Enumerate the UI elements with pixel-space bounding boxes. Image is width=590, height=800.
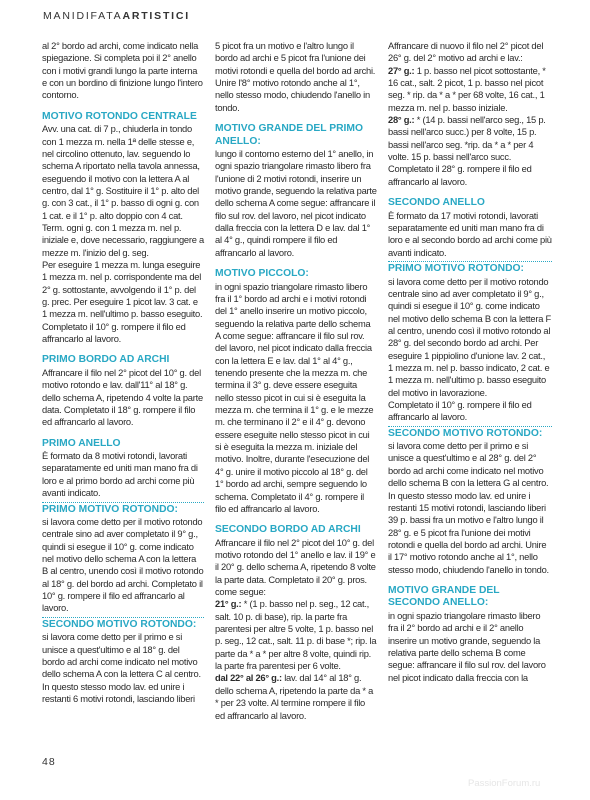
body-paragraph: Avv. una cat. di 7 p., chiuderla in tondo con 1 mezza m. nella 1ª delle stesse e, nel circolino ottenuto, lav. seguendo lo schema A riportato nella tavola annessa, eseguendo il motivo con la lettera A al centro, dal 1° g. Sostituire il 1° p. alto del g. con 3 cat., il 1° p. basso di ogni g. con 1 cat. e il 1° p. alto doppio con 4 cat. Term. ogni g. con 1 mezza m. nel p. iniziale e, dove necessario, raggiungere a mezze m. l'inizio del g. seg. xyxy=(42,124,204,258)
body-paragraph: Affrancare di nuovo il filo nel 2° picot del 26° g. del 2° motivo ad archi e lav.: xyxy=(388,41,544,64)
watermark: PassionForum.ru xyxy=(468,778,541,789)
section-heading: PRIMO MOTIVO ROTONDO: xyxy=(42,503,178,515)
section-divider xyxy=(388,261,552,262)
body-paragraph: si lavora come detto per il motivo rotondo centrale sino ad aver completato il 9° g., quindi si esegue il 10° g. come indicato nel motivo dello schema A con la lettera B al centro, unendo così il motivo rotondo al 18° g. del bordo ad archi. Completato il 10° g. rompere il filo ed affrancarlo al lavoro. xyxy=(42,517,204,614)
section-heading: PRIMO MOTIVO ROTONDO: xyxy=(388,263,524,274)
text-column-2 xyxy=(215,40,377,722)
body-paragraph: Completato il 10° g. rompere il filo ed affrancarlo al lavoro. xyxy=(42,321,186,345)
round-text: lav. dal 14° al 18° g. dello schema A, ripetendo la parte da * a * per 23 volte. Al termine rompere il filo ed affrancarlo al lavoro. xyxy=(215,673,374,721)
section-heading: MOTIVO ROTONDO CENTRALE xyxy=(42,110,197,122)
body-paragraph: È formato da 8 motivi rotondi, lavorati separatamente ed uniti man mano fra di loro e al primo bordo ad archi come più avanti indicato. xyxy=(42,451,198,499)
section-heading: MOTIVO PICCOLO: xyxy=(215,268,309,280)
section-heading: MOTIVO GRANDE DEL PRIMO ANELLO: xyxy=(215,123,363,147)
body-paragraph: Completato il 10° g. rompere il filo ed affrancarlo al lavoro. xyxy=(388,399,532,423)
body-paragraph: Completato il 28° g. rompere il filo ed affrancarlo al lavoro. xyxy=(388,164,532,187)
section-heading: SECONDO MOTIVO ROTONDO: xyxy=(42,618,197,630)
round-text: 1 p. basso nel picot sottostante, * 16 cat., salt. 2 picot, 1 p. basso nel picot seg. * rip. da * a * per 68 volte, 16 cat., 1 mezza m. nel p. basso iniziale. xyxy=(388,65,546,113)
round-instruction xyxy=(388,65,552,114)
round-instruction xyxy=(215,672,377,721)
round-instruction xyxy=(215,598,377,672)
section-divider xyxy=(42,502,204,503)
page-number: 48 xyxy=(42,756,56,768)
body-paragraph: Affrancare il filo nel 2° picot del 10° g. del motivo rotondo e lav. dall'11° al 18° g. dello schema A, ripetendo 4 volte la parte data. Completato il 18° g. rompere il filo ed affrancarlo al lavoro. xyxy=(42,367,203,428)
body-paragraph: 5 picot fra un motivo e l'altro lungo il bordo ad archi e 5 picot fra l'unione dei motivi rotondi e quella del bordo ad archi. Unire l'8° motivo rotondo anche al 1°, nello stesso modo, chiudendo l'anello in tondo. xyxy=(215,41,376,113)
brand-part-a: MANIDIFATA xyxy=(43,10,123,22)
text-column-1 xyxy=(42,40,204,705)
body-paragraph: si lavora come detto per il primo e si unisce a quest'ultimo e al 18° g. del bordo ad archi come indicato nel motivo dello schema A con la lettera C al centro. xyxy=(42,632,201,680)
round-text: * (1 p. basso nel p. seg., 12 cat., salt. 10 p. di base), rip. la parte fra parentesi per altre 5 volte, 1 p. basso nel p. seg., 12 cat., salt. 11 p. di base *; rip. la parte da * a * per altre 8 volte, quindi rip. la parte fra parentesi per 6 volte. xyxy=(215,599,377,672)
round-text: * (14 p. bassi nell'arco seg., 15 p. bassi nell'arco succ.) per 8 volte, 15 p. bassi nell'arco seg. *rip. da * a * per 4 volte. 15 p. bassi nell'arco succ. xyxy=(388,115,546,163)
section-heading: PRIMO BORDO AD ARCHI xyxy=(42,354,170,366)
body-paragraph: Per eseguire 1 mezza m. lunga eseguire 1 mezza m. nel p. corrispondente ma del 2° g. sottostante, avvolgendo il 1° p. del g. prec. Per eseguire 1 picot lav. 3 cat. e 1 mezza m. nell'ultimo p. basso eseguito. xyxy=(42,260,203,320)
body-paragraph: in ogni spazio triangolare rimasto libero fra il 2° bordo ad archi e il 2° anello inserire un motivo grande, seguendo la relativa parte dello schema B come segue: affrancare il filo sul rov. del lavoro nel picot indicato dalla freccia con la xyxy=(388,610,546,683)
section-divider xyxy=(388,426,552,427)
section-heading: SECONDO ANELLO xyxy=(388,197,485,209)
body-paragraph: Affrancare il filo nel 2° picot del 10° g. del motivo rotondo del 1° anello e lav. il 19° e il 20° g. dello schema A, ripetendo 8 volte la parte data. Completato il 20° g. pros. come segue: xyxy=(215,537,376,598)
body-paragraph: È formato da 17 motivi rotondi, lavorati separatamente ed uniti man mano fra di loro e al secondo bordo ad archi come più avanti indicato. xyxy=(388,210,552,258)
round-label: 21° g.: xyxy=(215,599,242,610)
section-heading: SECONDO BORDO AD ARCHI xyxy=(215,524,361,536)
round-instruction xyxy=(388,114,552,163)
magazine-header xyxy=(43,10,190,22)
brand-part-b: ARTISTICI xyxy=(122,10,190,22)
body-paragraph: in ogni spazio triangolare rimasto libero fra il 1° bordo ad archi e i motivi rotondi del 1° anello inserire un motivo piccolo, seguendo la relativa parte dello schema A come segue: affrancare il filo sul rov. del lavoro, nel picot indicato dalla freccia con la lettera E e lav. dal 1° al 4° g., tenendo presente che la mezza m. che termina il 3° g. deve essere eseguita nello stesso picot in cui si è eseguita la mezza m. che termina il 1° g. e le mezze m. che terminano il 2° e il 4° g. devono essere eseguite nello stesso picot in cui si è eseguita la mezza m. iniziale del motivo. Inoltre, durante l'esecuzione del 4° g. unire il motivo piccolo al 18° g. del 1° bordo ad archi, sempre seguendo lo schema. Completato il 4° g. rompere il filo ed affrancarlo al lavoro. xyxy=(215,281,374,514)
section-heading: PRIMO ANELLO xyxy=(42,437,121,449)
body-paragraph: In questo stesso modo lav. ed unire i restanti 15 motivi rotondi, lasciando liberi 39 p. bassi fra un motivo e l'altro lungo il 28° g. e 5 picot fra l'unione dei motivi rotondi e quella del bordo ad archi. Unire il 17° motivo rotondo anche al 1°, nello stesso modo, chiudendo l'anello in tondo. xyxy=(388,490,549,575)
body-paragraph: In questo stesso modo lav. ed unire i restanti 6 motivi rotondi, lasciando liberi xyxy=(42,681,195,704)
body-paragraph: si lavora come detto per il primo e si unisce a quest'ultimo e al 28° g. del 2° bordo ad archi come indicato nel motivo dello schema B con la lettera G al centro. xyxy=(388,441,549,489)
body-paragraph: si lavora come detto per il motivo rotondo centrale sino ad aver completato il 9° g., quindi si esegue il 10° g. come indicato nel motivo dello schema B con la lettera F al centro, unendo così il motivo rotondo al 28° g. del secondo bordo ad archi. Per eseguire 1 pippiolino d'unione lav. 2 cat., 1 mezza m. nel p. basso indicato, 2 cat. e 1 mezza m. nell'ultimo p. basso eseguito del motivo in lavorazione. xyxy=(388,276,551,398)
round-label: dal 22° al 26° g.: xyxy=(215,673,282,684)
section-heading: SECONDO MOTIVO ROTONDO: xyxy=(388,427,543,439)
section-divider xyxy=(42,617,204,618)
body-paragraph: al 2° bordo ad archi, come indicato nella spiegazione. Si completa poi il 2° anello con i motivi grandi lungo la parte interna e con un bordino di finizione lungo l'intero contorno. xyxy=(42,41,203,101)
body-paragraph: lungo il contorno esterno del 1° anello, in ogni spazio triangolare rimasto libero fra l'unione di 2 motivi rotondi, inserire un motivo grande, seguendo la relativa parte dello schema A come segue: affrancare il filo sul rov. del lavoro, nel picot indicato dalla freccia con la lettera D e lav. dal 1° al 4° g., quindi rompere il filo ed affrancarlo al lavoro. xyxy=(215,149,377,258)
text-column-3 xyxy=(388,40,552,684)
round-label: 27° g.: xyxy=(388,65,415,76)
section-heading: MOTIVO GRANDE DEL SECONDO ANELLO: xyxy=(388,584,500,609)
round-label: 28° g.: xyxy=(388,115,415,126)
